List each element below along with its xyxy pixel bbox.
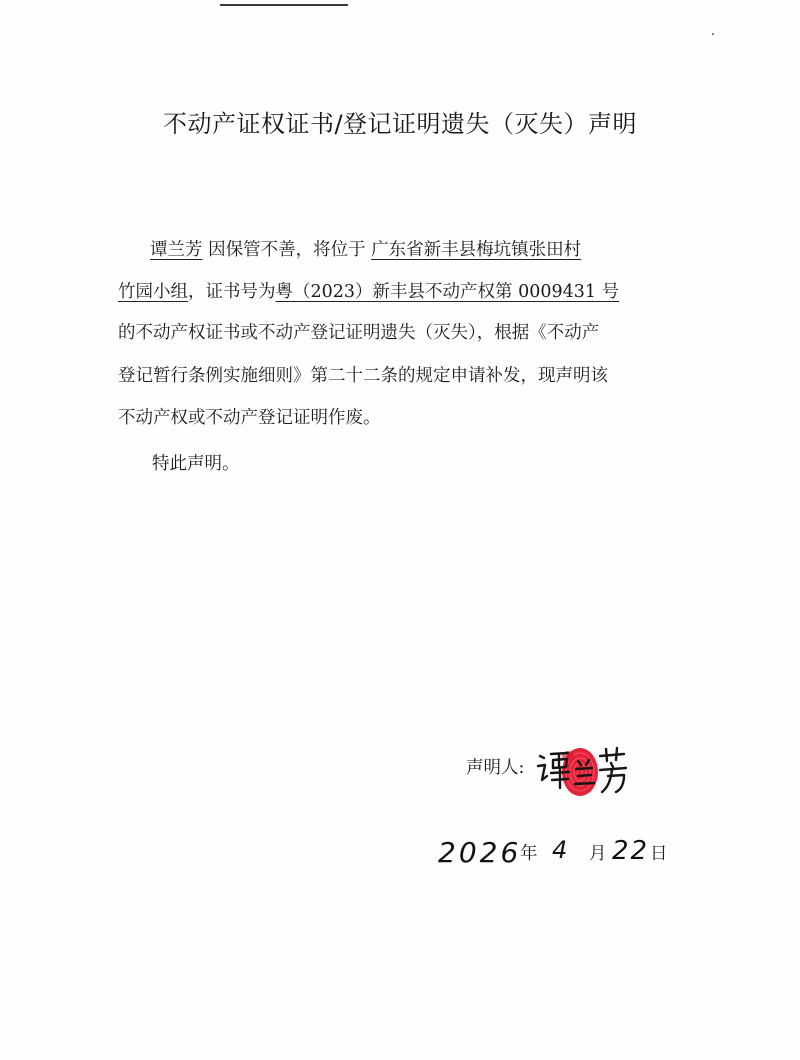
date-day-unit: 日 — [650, 844, 668, 864]
body-line-3: 的不动产权证书或不动产登记证明遗失（灭失），根据《不动产 — [118, 323, 600, 343]
declarant-name-field: 谭兰芳 — [150, 240, 203, 260]
location-field-part2: 竹园小组 — [118, 282, 188, 302]
scan-speck — [712, 33, 714, 35]
date-month-handwritten: 4 — [552, 836, 568, 864]
handwritten-signature-with-fingerprint — [534, 736, 644, 806]
body-line-2 — [118, 280, 619, 304]
document-title: 不动产证权证书/登记证明遗失（灭失）声明 — [162, 110, 638, 138]
location-field-part1: 广东省新丰县梅坑镇张田村 — [371, 240, 582, 260]
body-line-1 — [150, 238, 581, 262]
declarant-label: 声明人: — [466, 758, 525, 778]
body-line-4: 登记暂行条例实施细则》第二十二条的规定申请补发，现声明该 — [118, 366, 608, 386]
date-month-unit: 月 — [589, 844, 607, 864]
scan-edge-mark — [220, 4, 348, 6]
certificate-number-field: 粤（2023）新丰县不动产权第 0009431 号 — [275, 282, 620, 302]
date-block — [436, 826, 696, 876]
date-day-handwritten: 22 — [612, 836, 650, 866]
cert-prefix-text: ，证书号为 — [188, 282, 276, 302]
date-year-handwritten: 2026 — [438, 836, 522, 869]
closing-statement: 特此声明。 — [152, 454, 240, 474]
body-text-segment: 因保管不善，将位于 — [208, 240, 366, 260]
body-line-5: 不动产权或不动产登记证明作废。 — [118, 408, 381, 428]
date-year-unit: 年 — [520, 844, 538, 864]
